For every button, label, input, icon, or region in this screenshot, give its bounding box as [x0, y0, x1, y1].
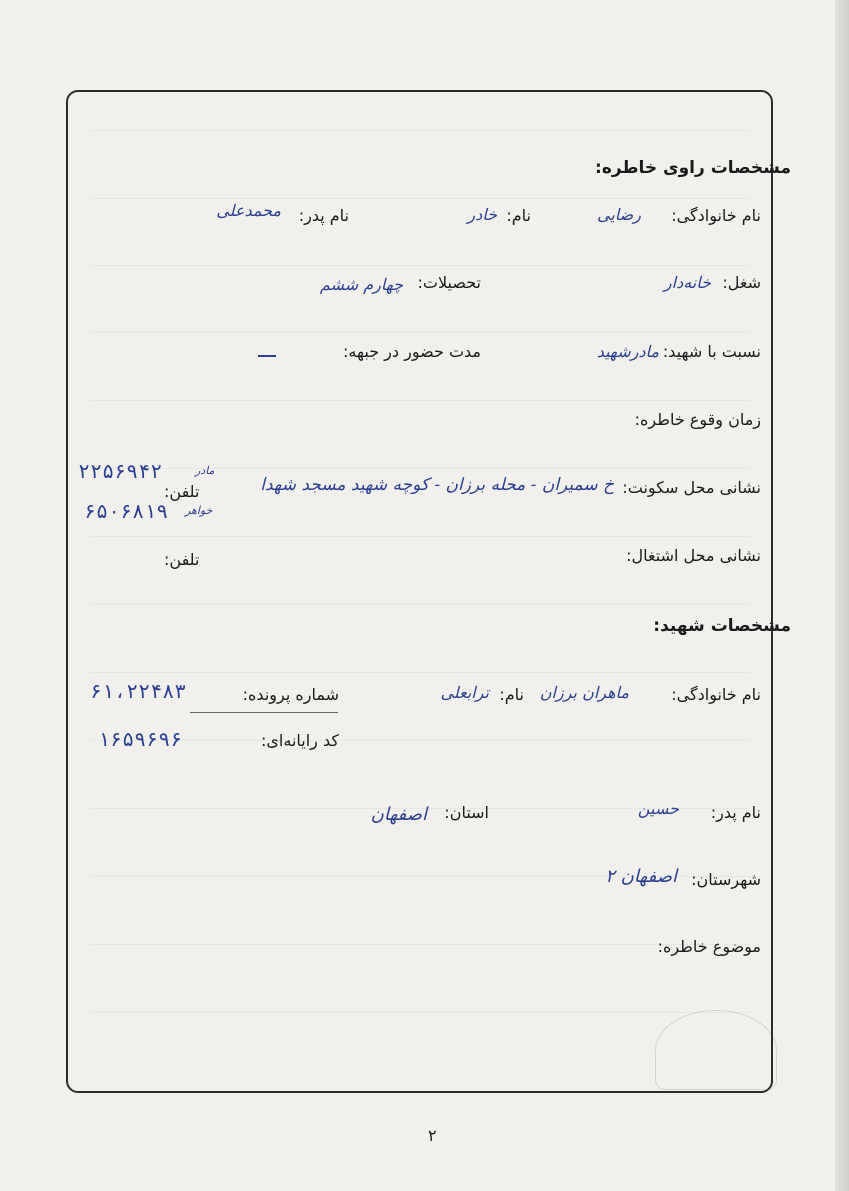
- narrator-first-name-label: نام:: [506, 206, 531, 225]
- narrator-education-value: چهارم ششم: [319, 275, 403, 294]
- martyr-computer-code-label: کد رایانه‌ای:: [261, 731, 339, 750]
- narrator-first-name-value: خادر: [467, 205, 497, 224]
- martyr-file-number-label: شماره پرونده:: [242, 685, 339, 704]
- file-number-underline: [190, 712, 338, 713]
- narrator-memory-time-label: زمان وقوع خاطره:: [634, 410, 761, 429]
- narrator-family-name-value: رضایی: [597, 205, 641, 224]
- narrator-heading: مشخصات راوی خاطره:: [595, 158, 791, 178]
- martyr-province-label: استان:: [444, 803, 489, 822]
- narrator-father-name-label: نام پدر:: [298, 206, 349, 225]
- martyr-subject-label: موضوع خاطره:: [657, 937, 761, 956]
- narrator-front-duration-label: مدت حضور در جبهه:: [343, 342, 481, 361]
- phone-mobile-tag: خواهر: [185, 504, 213, 517]
- narrator-relation-label: نسبت با شهید:: [662, 342, 761, 361]
- martyr-city-label: شهرستان:: [691, 870, 761, 889]
- narrator-phone-home: ۲۲۵۶۹۴۲: [78, 459, 163, 483]
- martyr-family-name-label: نام خانوادگی:: [671, 685, 761, 704]
- page-number: ۲: [428, 1126, 437, 1145]
- faint-stamp: [655, 1010, 777, 1090]
- narrator-phone-label: تلفن:: [164, 482, 200, 501]
- narrator-home-address-label: نشانی محل سکونت:: [622, 478, 761, 497]
- narrator-education-label: تحصیلات:: [417, 273, 481, 292]
- narrator-work-phone-label: تلفن:: [164, 550, 200, 569]
- martyr-first-name-value: ترابعلی: [440, 683, 489, 702]
- martyr-file-number: ۶۱،۲۲۴۸۳: [90, 679, 187, 703]
- narrator-family-name-label: نام خانوادگی:: [671, 206, 761, 225]
- martyr-family-name-value: ماهران برزان: [539, 683, 629, 702]
- narrator-father-name-value: محمدعلی: [216, 201, 281, 220]
- front-duration-dash: [258, 355, 276, 357]
- narrator-work-address-label: نشانی محل اشتغال:: [626, 546, 761, 565]
- martyr-province-value: اصفهان: [370, 804, 427, 825]
- martyr-computer-code: ۱۶۵۹۶۹۶: [98, 727, 183, 751]
- martyr-first-name-label: نام:: [499, 685, 524, 704]
- page-edge: [835, 0, 849, 1191]
- martyr-father-name-value: حسین: [637, 799, 679, 818]
- narrator-home-address-value: خ سمیران - محله برزان - کوچه شهید مسجد شهدا: [260, 475, 614, 495]
- martyr-city-value: اصفهان ۲: [605, 866, 677, 887]
- narrator-job-label: شغل:: [722, 273, 761, 292]
- narrator-job-value: خانه‌دار: [663, 273, 711, 292]
- narrator-relation-value: مادرشهید: [596, 342, 659, 361]
- narrator-phone-mobile: ۶۵۰۶۸۱۹: [84, 499, 169, 523]
- martyr-heading: مشخصات شهید:: [653, 616, 791, 636]
- martyr-father-name-label: نام پدر:: [710, 803, 761, 822]
- phone-home-tag: مادر: [195, 464, 215, 477]
